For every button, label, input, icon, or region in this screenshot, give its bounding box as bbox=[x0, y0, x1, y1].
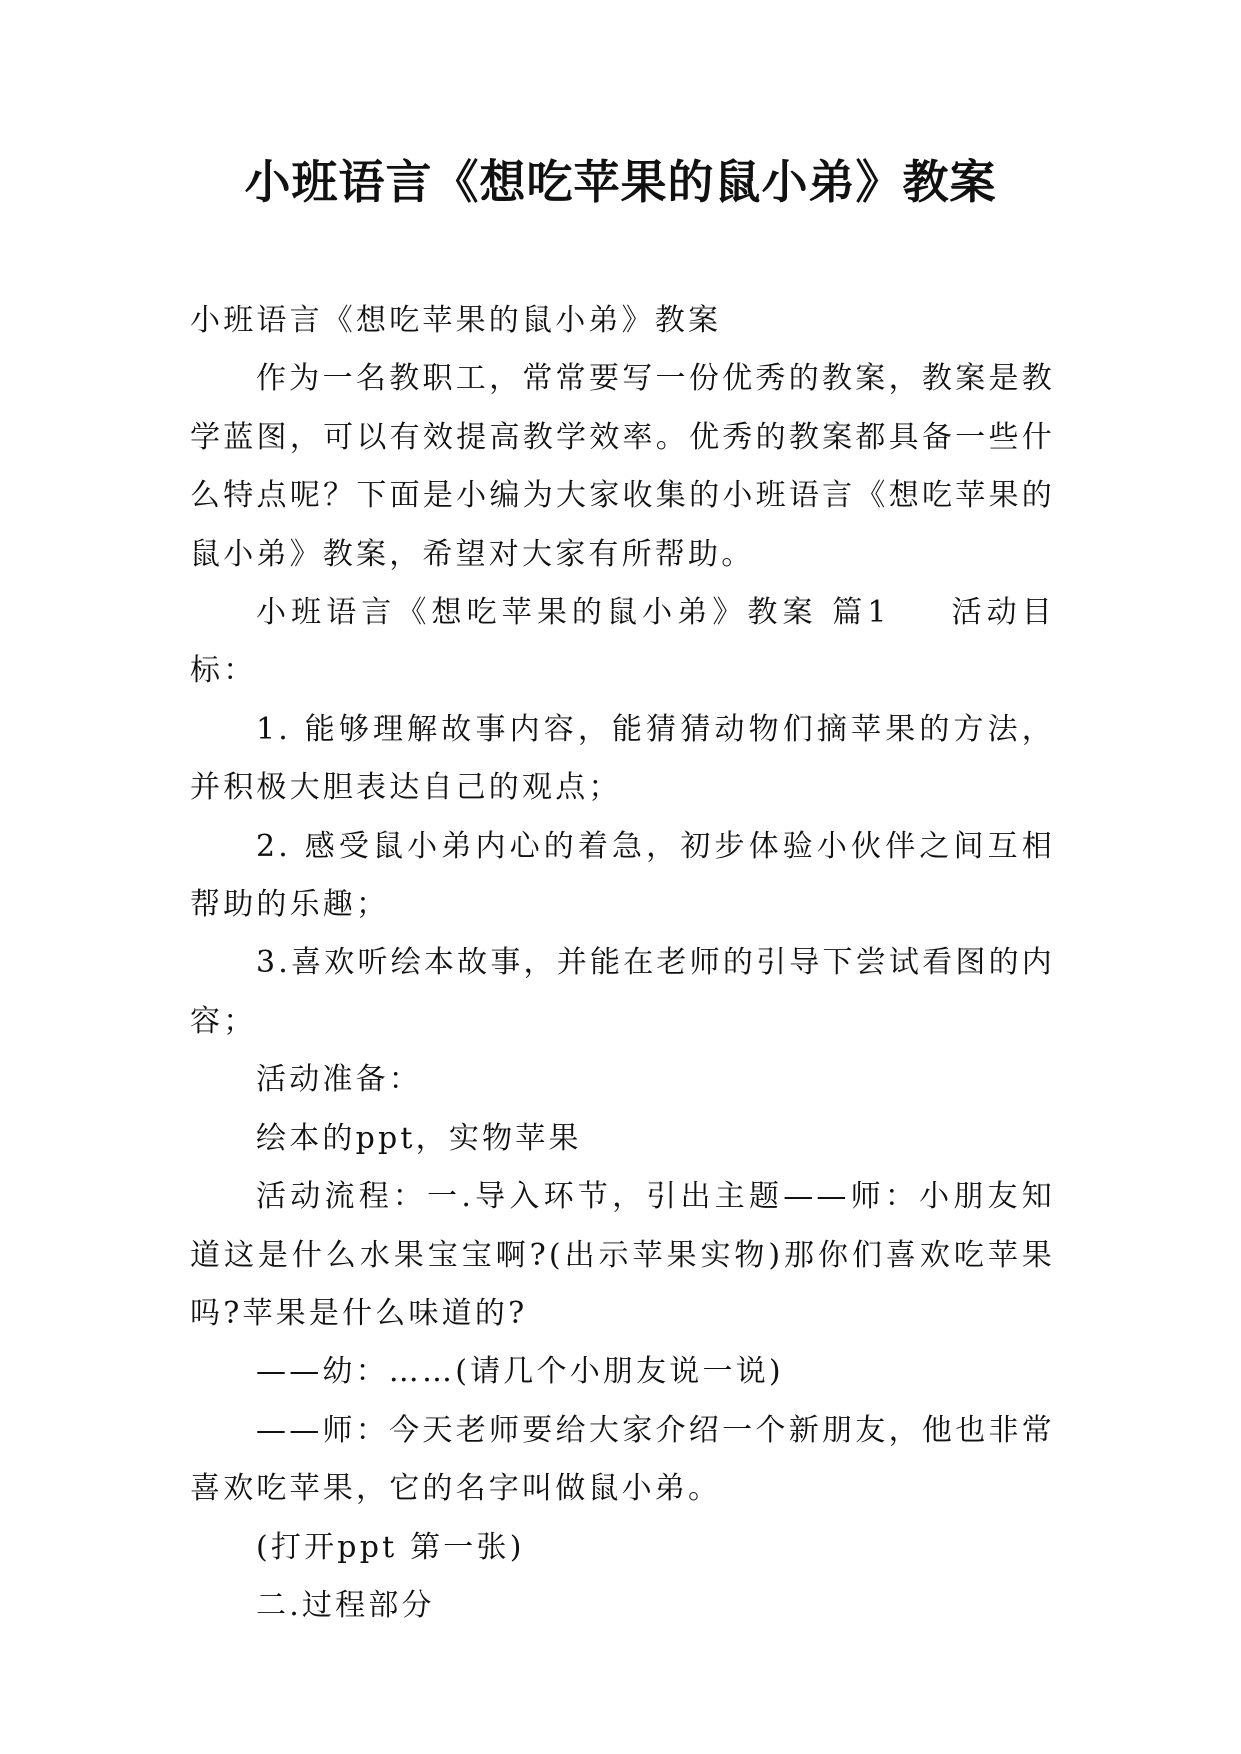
paragraph-teacher-intro: ——师：今天老师要给大家介绍一个新朋友，他也非常喜欢吃苹果，它的名字叫做鼠小弟。 bbox=[190, 1412, 1055, 1507]
paragraph-goal-2: 2. 感受鼠小弟内心的着急，初步体验小伙伴之间互相帮助的乐趣； bbox=[190, 828, 1055, 923]
paragraph-preparation: 绘本的ppt，实物苹果 bbox=[256, 1120, 582, 1156]
paragraph-preparation-heading: 活动准备： bbox=[256, 1062, 422, 1098]
paragraph-intro: 作为一名教职工，常常要写一份优秀的教案，教案是教学蓝图，可以有效提高教学效率。优秀的教案都具备一些什么特点呢？下面是小编为大家收集的小班语言《想吃苹果的鼠小弟》教案，希望对大家有所帮助。 bbox=[190, 361, 1055, 572]
paragraph-child-response: ——幼：……(请几个小朋友说一说) bbox=[256, 1354, 784, 1390]
paragraph-subtitle: 小班语言《想吃苹果的鼠小弟》教案 bbox=[190, 303, 722, 338]
paragraph-goal-1: 1. 能够理解故事内容，能猜猜动物们摘苹果的方法，并积极大胆表达自己的观点； bbox=[190, 711, 1055, 806]
paragraph-process-part: 二.过程部分 bbox=[256, 1587, 435, 1623]
document-title: 小班语言《想吃苹果的鼠小弟》教案 bbox=[244, 155, 997, 209]
activity-goals-heading: 活动目标： bbox=[190, 595, 1055, 689]
paragraph-process: 活动流程：一.导入环节，引出主题——师：小朋友知道这是什么水果宝宝啊?(出示苹果实物)那你们喜欢吃苹果吗?苹果是什么味道的? bbox=[190, 1179, 1055, 1331]
paragraph-section-heading bbox=[190, 584, 1055, 701]
paragraph-open-ppt: (打开ppt 第一张) bbox=[256, 1529, 525, 1565]
section-title: 小班语言《想吃苹果的鼠小弟》教案 篇1 bbox=[256, 595, 890, 631]
paragraph-goal-3: 3.喜欢听绘本故事，并能在老师的引导下尝试看图的内容； bbox=[190, 945, 1055, 1039]
document-body bbox=[190, 292, 1055, 1635]
